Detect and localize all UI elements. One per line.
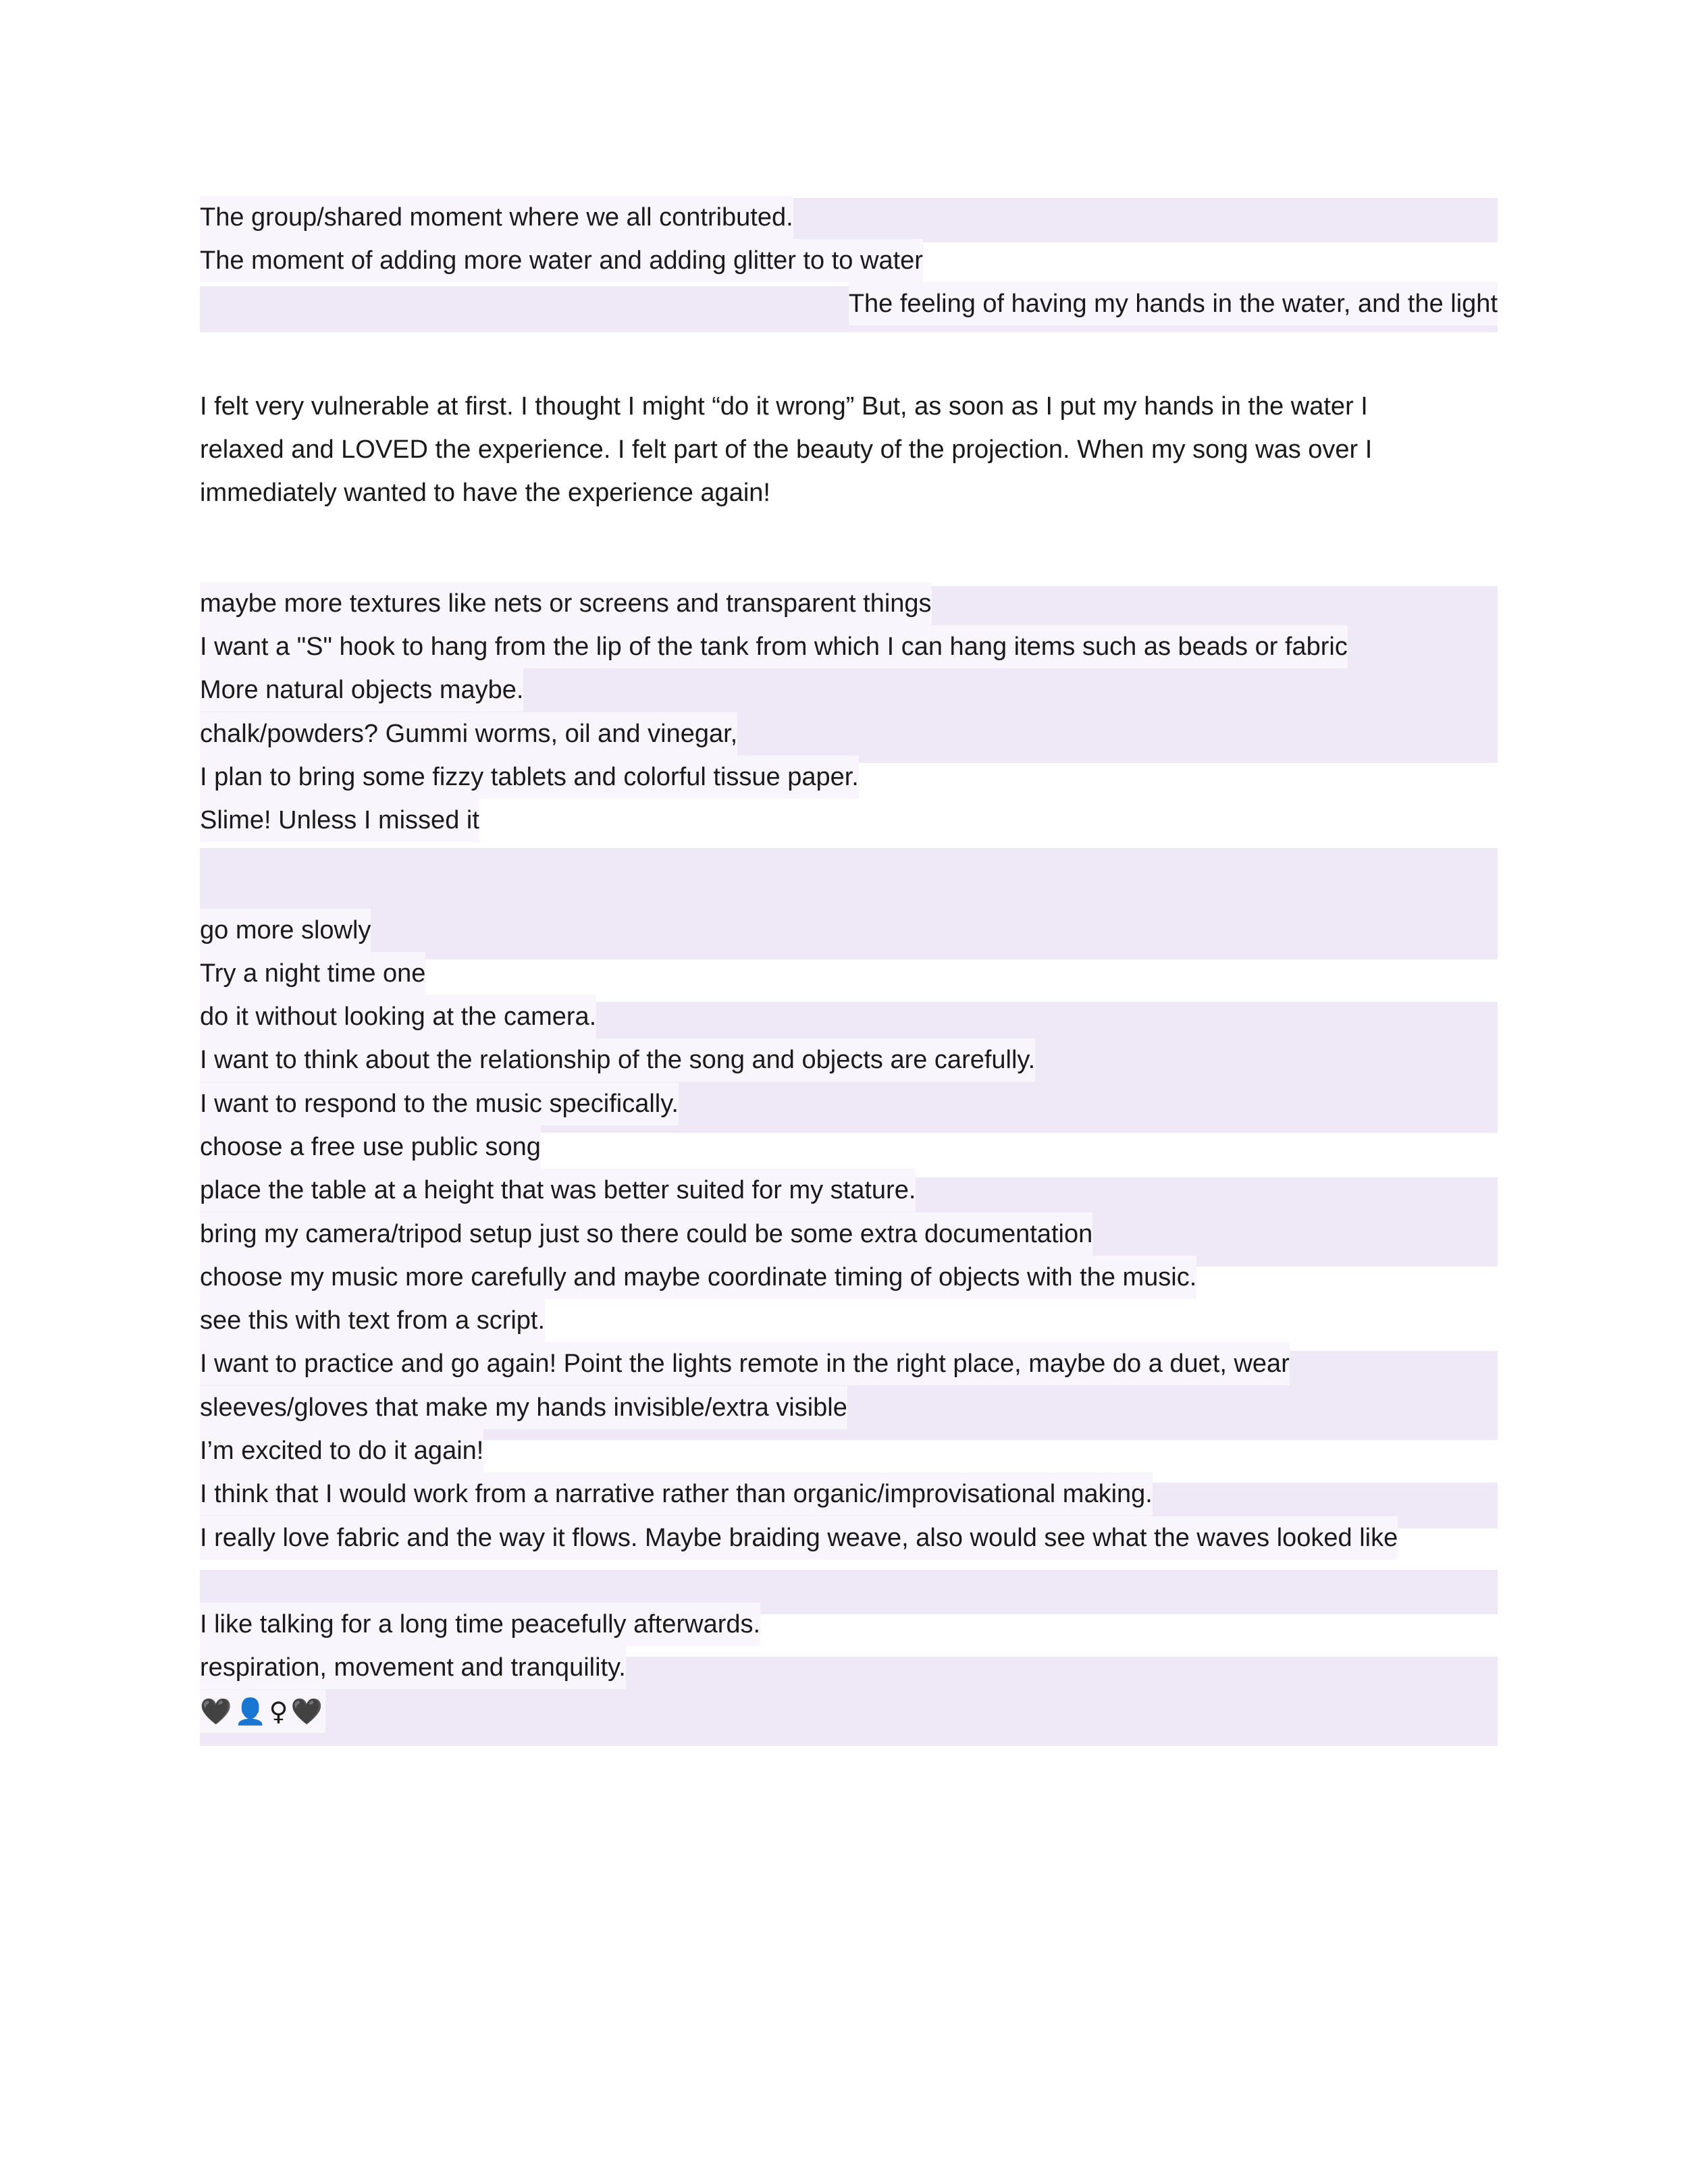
line-text: chalk/powders? Gummi worms, oil and vinegar, xyxy=(200,712,737,755)
line-text: go more slowly xyxy=(200,909,371,952)
line-text: sleeves/gloves that make my hands invisible/extra visible xyxy=(200,1386,847,1429)
line-text: The moment of adding more water and adding glitter to to water xyxy=(200,239,923,282)
text-line xyxy=(200,196,1498,239)
line-text: I think that I would work from a narrative rather than organic/improvisational making. xyxy=(200,1472,1153,1516)
text-line xyxy=(200,668,1498,712)
line-text: I really love fabric and the way it flows. Maybe braiding weave, also would see what the waves looked like xyxy=(200,1516,1398,1560)
text-line xyxy=(200,952,1498,995)
text-line xyxy=(200,799,1498,842)
line-text: I want a "S" hook to hang from the lip of the tank from which I can hang items such as beads or fabric xyxy=(200,625,1348,668)
text-line xyxy=(200,239,1498,282)
line-text: immediately wanted to have the experience again! xyxy=(200,479,770,507)
paragraph-line xyxy=(200,428,1498,471)
heart-person-female-heart-icons: 🖤👤♀🖤 xyxy=(200,1690,325,1733)
text-line xyxy=(200,1429,1498,1472)
paragraph-line xyxy=(200,471,1498,514)
line-text: More natural objects maybe. xyxy=(200,668,523,712)
text-line xyxy=(200,909,1498,952)
text-line xyxy=(200,1342,1498,1385)
text-line xyxy=(200,1603,1498,1646)
line-text: I plan to bring some fizzy tablets and colorful tissue paper. xyxy=(200,755,859,799)
line-text: The feeling of having my hands in the water, and the light xyxy=(849,282,1498,325)
line-text: I felt very vulnerable at first. I thought I might “do it wrong” But, as soon as I put my hands in the water I xyxy=(200,392,1368,421)
line-text: respiration, movement and tranquility. xyxy=(200,1646,626,1689)
text-line xyxy=(200,1472,1498,1516)
text-line xyxy=(200,1082,1498,1125)
line-text: I want to practice and go again! Point the lights remote in the right place, maybe do a duet, wear xyxy=(200,1342,1290,1385)
text-line xyxy=(200,1646,1498,1689)
text-line xyxy=(200,1299,1498,1342)
line-text: choose my music more carefully and maybe coordinate timing of objects with the music. xyxy=(200,1256,1196,1299)
text-line xyxy=(200,755,1498,799)
line-text: I want to think about the relationship of the song and objects are carefully. xyxy=(200,1038,1035,1082)
line-text: Try a night time one xyxy=(200,952,425,995)
text-line-right-aligned xyxy=(200,282,1498,325)
line-text: bring my camera/tripod setup just so there could be some extra documentation xyxy=(200,1213,1092,1256)
text-line xyxy=(200,1516,1498,1560)
line-text: do it without looking at the camera. xyxy=(200,995,596,1038)
line-text: Slime! Unless I missed it xyxy=(200,799,479,842)
line-text: see this with text from a script. xyxy=(200,1299,545,1342)
text-line xyxy=(200,1038,1498,1082)
line-text: maybe more textures like nets or screens and transparent things xyxy=(200,582,932,625)
text-line xyxy=(200,1386,1498,1429)
text-line xyxy=(200,625,1498,668)
emoji-line xyxy=(200,1690,1498,1733)
text-line xyxy=(200,1256,1498,1299)
text-line xyxy=(200,712,1498,755)
line-text: I like talking for a long time peacefully afterwards. xyxy=(200,1603,760,1646)
text-line xyxy=(200,582,1498,625)
text-line xyxy=(200,1125,1498,1169)
text-line xyxy=(200,1213,1498,1256)
line-text: choose a free use public song xyxy=(200,1125,541,1169)
line-text: The group/shared moment where we all contributed. xyxy=(200,196,793,239)
paragraph-line xyxy=(200,385,1498,428)
line-text: relaxed and LOVED the experience. I felt part of the beauty of the projection. When my song was over I xyxy=(200,435,1373,464)
line-text: I want to respond to the music specifically. xyxy=(200,1082,679,1125)
text-line xyxy=(200,1169,1498,1212)
text-line xyxy=(200,995,1498,1038)
line-text: place the table at a height that was better suited for my stature. xyxy=(200,1169,916,1212)
line-text: I’m excited to do it again! xyxy=(200,1429,483,1472)
